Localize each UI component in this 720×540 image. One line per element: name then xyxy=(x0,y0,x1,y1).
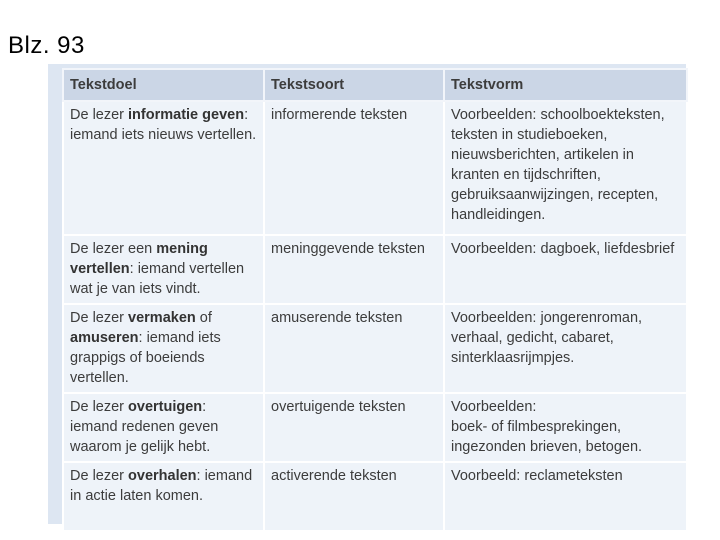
tekstvorm-cell: Voorbeelden: schoolboekteksten, teksten in studieboeken, nieuwsberichten, artikelen in kranten en tijdschriften, gebruiksaanwijzingen, recepten, handleidingen. xyxy=(444,101,687,235)
tekstsoort-cell: meninggevende teksten xyxy=(264,235,444,304)
doel-text: : iemand iets nieuws vertellen. xyxy=(70,107,257,143)
table-row xyxy=(63,393,687,462)
table-row xyxy=(63,304,687,393)
doel-text: of xyxy=(195,310,212,326)
table-row xyxy=(63,235,687,304)
tekstdoel-cell xyxy=(63,101,264,235)
page-title: Blz. 93 xyxy=(8,32,85,59)
doel-text: De lezer xyxy=(70,107,129,123)
tekstvorm-cell: Voorbeelden: boek- of filmbesprekingen, ingezonden brieven, betogen. xyxy=(444,393,687,462)
doel-text: : iemand iets grappigs of boeiends vertellen. xyxy=(70,330,221,386)
header-tekstvorm: Tekstvorm xyxy=(444,69,687,101)
tekstdoel-cell xyxy=(63,462,264,531)
doel-text: : iemand redenen geven waarom je gelijk hebt. xyxy=(70,399,219,455)
table-row xyxy=(63,462,687,531)
doel-text: De lezer een xyxy=(70,241,157,257)
tekstsoort-cell: amuserende teksten xyxy=(264,304,444,393)
tekstsoort-cell: activerende teksten xyxy=(264,462,444,531)
doel-keyword: amuseren xyxy=(70,330,139,346)
tekstvorm-cell: Voorbeelden: jongerenroman, verhaal, gedicht, cabaret, sinterklaasrijmpjes. xyxy=(444,304,687,393)
header-tekstdoel: Tekstdoel xyxy=(63,69,264,101)
tekstsoort-cell: informerende teksten xyxy=(264,101,444,235)
tekstdoel-cell xyxy=(63,235,264,304)
doel-text: : iemand in actie laten komen. xyxy=(70,468,253,504)
tekstdoel-cell xyxy=(63,304,264,393)
doel-keyword: overtuigen xyxy=(128,399,203,415)
doel-keyword: informatie xyxy=(128,107,199,123)
doel-keyword: vertellen xyxy=(70,261,130,277)
tekstdoel-cell xyxy=(63,393,264,462)
table-header-row xyxy=(63,69,687,101)
doel-keyword: vermaken xyxy=(128,310,196,326)
doel-keyword: overhalen xyxy=(128,468,197,484)
tekstvorm-cell: Voorbeelden: dagboek, liefdesbrief xyxy=(444,235,687,304)
doel-keyword: geven xyxy=(202,107,245,123)
tekstsoort-cell: overtuigende teksten xyxy=(264,393,444,462)
doel-text: : iemand vertellen wat je van iets vindt. xyxy=(70,261,245,297)
doel-keyword: mening xyxy=(156,241,208,257)
table-row xyxy=(63,101,687,235)
doel-text: De lezer xyxy=(70,310,129,326)
header-tekstsoort: Tekstsoort xyxy=(264,69,444,101)
tekstvorm-cell: Voorbeeld: reclameteksten xyxy=(444,462,687,531)
text-types-table xyxy=(62,68,688,532)
doel-text: De lezer xyxy=(70,399,129,415)
doel-text: De lezer xyxy=(70,468,129,484)
